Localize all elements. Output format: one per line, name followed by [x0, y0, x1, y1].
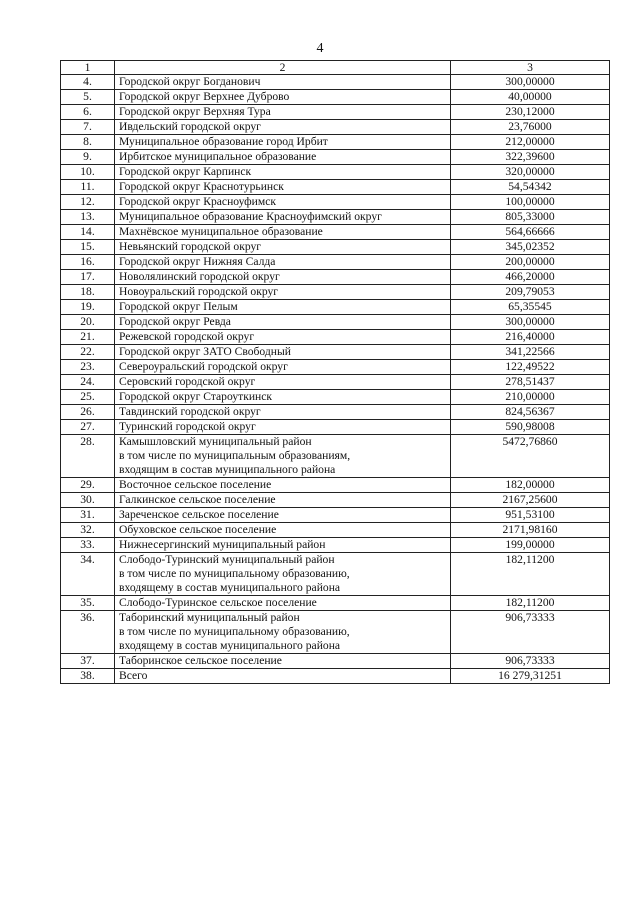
row-name-line: Режевской городской округ	[119, 330, 255, 343]
row-value-cell: 122,49522	[451, 360, 610, 375]
row-value-cell: 320,00000	[451, 165, 610, 180]
row-name-cell	[115, 195, 451, 210]
table-row	[61, 405, 610, 420]
table-row	[61, 270, 610, 285]
row-value-cell: 590,98008	[451, 420, 610, 435]
row-name-line: Слободо-Туринское сельское поселение	[119, 596, 317, 609]
row-number-cell: 23.	[61, 360, 115, 375]
row-name-line: Городской округ Карпинск	[119, 165, 252, 178]
row-number-cell: 35.	[61, 596, 115, 611]
row-value-cell: 65,35545	[451, 300, 610, 315]
row-name-line: Городской округ Староуткинск	[119, 390, 273, 403]
table-row	[61, 255, 610, 270]
row-number-cell: 31.	[61, 508, 115, 523]
row-number-cell: 25.	[61, 390, 115, 405]
row-value-cell: 212,00000	[451, 135, 610, 150]
row-name-cell	[115, 405, 451, 420]
row-value-cell: 182,11200	[451, 553, 610, 596]
row-number-cell: 16.	[61, 255, 115, 270]
row-name-cell	[115, 120, 451, 135]
row-number-cell: 6.	[61, 105, 115, 120]
row-value-cell: 824,56367	[451, 405, 610, 420]
row-number-cell: 34.	[61, 553, 115, 596]
table-row	[61, 180, 610, 195]
table-row	[61, 120, 610, 135]
row-name-cell	[115, 360, 451, 375]
row-number-cell: 7.	[61, 120, 115, 135]
row-name-cell	[115, 285, 451, 300]
table-row	[61, 165, 610, 180]
row-number-cell: 12.	[61, 195, 115, 210]
table-row	[61, 285, 610, 300]
table-row	[61, 523, 610, 538]
row-name-line: Городской округ Богданович	[119, 75, 261, 88]
row-name-line: Невьянский городской округ	[119, 240, 262, 253]
row-name-line: Новоуральский городской округ	[119, 285, 279, 298]
row-value-cell: 16 279,31251	[451, 669, 610, 684]
header-cell-name: 2	[115, 61, 451, 75]
row-number-cell: 13.	[61, 210, 115, 225]
row-value-cell: 906,73333	[451, 654, 610, 669]
row-name-cell	[115, 538, 451, 553]
row-name-line: Обуховское сельское поселение	[119, 523, 277, 536]
table-header-row	[61, 61, 610, 75]
table-row	[61, 538, 610, 553]
table-row	[61, 669, 610, 684]
row-value-cell: 230,12000	[451, 105, 610, 120]
row-name-cell	[115, 553, 451, 596]
row-name-cell	[115, 478, 451, 493]
row-name-line: Городской округ Ревда	[119, 315, 231, 328]
table-row	[61, 75, 610, 90]
row-name-line: Таборинский муниципальный район	[119, 611, 300, 624]
row-number-cell: 20.	[61, 315, 115, 330]
row-value-cell: 341,22566	[451, 345, 610, 360]
table-row	[61, 360, 610, 375]
row-name-cell	[115, 508, 451, 523]
row-name-cell	[115, 255, 451, 270]
row-number-cell: 29.	[61, 478, 115, 493]
row-number-cell: 32.	[61, 523, 115, 538]
row-name-cell	[115, 180, 451, 195]
row-name-line: входящему в состав муниципального района	[119, 639, 341, 652]
row-name-cell	[115, 345, 451, 360]
row-value-cell: 216,40000	[451, 330, 610, 345]
row-value-cell: 300,00000	[451, 315, 610, 330]
table-row	[61, 654, 610, 669]
row-name-line: входящим в состав муниципального района	[119, 463, 336, 476]
row-number-cell: 30.	[61, 493, 115, 508]
table-row	[61, 611, 610, 654]
row-name-cell	[115, 493, 451, 508]
table-row	[61, 90, 610, 105]
row-value-cell: 40,00000	[451, 90, 610, 105]
row-number-cell: 4.	[61, 75, 115, 90]
row-name-cell	[115, 611, 451, 654]
row-name-line: Зареченское сельское поселение	[119, 508, 279, 521]
row-name-cell	[115, 330, 451, 345]
row-name-line: Городской округ Краснотурьинск	[119, 180, 284, 193]
row-name-line: Тавдинский городской округ	[119, 405, 261, 418]
row-value-cell: 209,79053	[451, 285, 610, 300]
table-row	[61, 225, 610, 240]
row-number-cell: 21.	[61, 330, 115, 345]
row-name-line: Камышловский муниципальный район	[119, 435, 312, 448]
row-value-cell: 906,73333	[451, 611, 610, 654]
row-value-cell: 322,39600	[451, 150, 610, 165]
row-name-line: Туринский городской округ	[119, 420, 256, 433]
table-row	[61, 375, 610, 390]
row-value-cell: 182,11200	[451, 596, 610, 611]
row-name-line: входящему в состав муниципального района	[119, 581, 341, 594]
row-name-cell	[115, 435, 451, 478]
row-name-line: Таборинское сельское поселение	[119, 654, 282, 667]
row-value-cell: 345,02352	[451, 240, 610, 255]
row-name-line: Нижнесергинский муниципальный район	[119, 538, 326, 551]
row-name-line: Восточное сельское поселение	[119, 478, 272, 491]
row-value-cell: 200,00000	[451, 255, 610, 270]
row-name-line: Всего	[119, 669, 148, 682]
row-value-cell: 278,51437	[451, 375, 610, 390]
row-value-cell: 100,00000	[451, 195, 610, 210]
row-number-cell: 37.	[61, 654, 115, 669]
row-name-cell	[115, 315, 451, 330]
row-name-cell	[115, 420, 451, 435]
row-name-line: в том числе по муниципальному образованию,	[119, 567, 350, 580]
table-row	[61, 105, 610, 120]
row-name-cell	[115, 240, 451, 255]
row-name-line: Городской округ Нижняя Салда	[119, 255, 276, 268]
table-body	[61, 61, 610, 684]
row-name-cell	[115, 300, 451, 315]
table-row	[61, 300, 610, 315]
data-table	[60, 60, 610, 684]
row-name-line: Городской округ Верхняя Тура	[119, 105, 271, 118]
row-name-cell	[115, 523, 451, 538]
row-value-cell: 300,00000	[451, 75, 610, 90]
row-name-cell	[115, 210, 451, 225]
row-name-cell	[115, 375, 451, 390]
row-number-cell: 10.	[61, 165, 115, 180]
row-value-cell: 2171,98160	[451, 523, 610, 538]
row-name-cell	[115, 270, 451, 285]
row-name-line: Муниципальное образование Красноуфимский округ	[119, 210, 382, 223]
row-name-line: Ирбитское муниципальное образование	[119, 150, 317, 163]
table-row	[61, 315, 610, 330]
table-row	[61, 210, 610, 225]
row-number-cell: 11.	[61, 180, 115, 195]
row-number-cell: 27.	[61, 420, 115, 435]
table-row	[61, 493, 610, 508]
row-number-cell: 17.	[61, 270, 115, 285]
table-row	[61, 553, 610, 596]
table-row	[61, 596, 610, 611]
row-number-cell: 14.	[61, 225, 115, 240]
row-number-cell: 9.	[61, 150, 115, 165]
row-number-cell: 26.	[61, 405, 115, 420]
row-name-cell	[115, 669, 451, 684]
table-row	[61, 330, 610, 345]
table-row	[61, 240, 610, 255]
table-row	[61, 478, 610, 493]
row-number-cell: 19.	[61, 300, 115, 315]
table-row	[61, 508, 610, 523]
table-row	[61, 150, 610, 165]
table-row	[61, 195, 610, 210]
row-value-cell: 805,33000	[451, 210, 610, 225]
row-value-cell: 182,00000	[451, 478, 610, 493]
row-value-cell: 2167,25600	[451, 493, 610, 508]
row-value-cell: 54,54342	[451, 180, 610, 195]
row-name-cell	[115, 165, 451, 180]
row-name-line: Городской округ Пелым	[119, 300, 238, 313]
row-name-line: Махнёвское муниципальное образование	[119, 225, 323, 238]
row-name-cell	[115, 90, 451, 105]
table-row	[61, 345, 610, 360]
row-name-line: Ивдельский городской округ	[119, 120, 261, 133]
row-value-cell: 951,53100	[451, 508, 610, 523]
row-number-cell: 36.	[61, 611, 115, 654]
row-name-line: Слободо-Туринский муниципальный район	[119, 553, 335, 566]
row-name-line: Городской округ Красноуфимск	[119, 195, 276, 208]
table-row	[61, 135, 610, 150]
row-name-cell	[115, 150, 451, 165]
row-name-line: Муниципальное образование город Ирбит	[119, 135, 328, 148]
row-name-cell	[115, 225, 451, 240]
table-row	[61, 420, 610, 435]
row-name-line: Новолялинский городской округ	[119, 270, 280, 283]
row-number-cell: 38.	[61, 669, 115, 684]
row-number-cell: 8.	[61, 135, 115, 150]
table-row	[61, 435, 610, 478]
row-value-cell: 5472,76860	[451, 435, 610, 478]
row-name-cell	[115, 390, 451, 405]
row-value-cell: 23,76000	[451, 120, 610, 135]
row-name-line: в том числе по муниципальному образованию,	[119, 625, 350, 638]
table-row	[61, 390, 610, 405]
row-value-cell: 199,00000	[451, 538, 610, 553]
row-name-cell	[115, 135, 451, 150]
row-number-cell: 5.	[61, 90, 115, 105]
row-name-line: Североуральский городской округ	[119, 360, 288, 373]
row-value-cell: 564,66666	[451, 225, 610, 240]
row-name-cell	[115, 654, 451, 669]
row-number-cell: 22.	[61, 345, 115, 360]
header-cell-value: 3	[451, 61, 610, 75]
row-name-cell	[115, 75, 451, 90]
row-name-line: Городской округ Верхнее Дуброво	[119, 90, 290, 103]
row-number-cell: 18.	[61, 285, 115, 300]
row-name-line: в том числе по муниципальным образованиям,	[119, 449, 351, 462]
header-cell-number: 1	[61, 61, 115, 75]
row-number-cell: 28.	[61, 435, 115, 478]
row-name-cell	[115, 596, 451, 611]
row-value-cell: 210,00000	[451, 390, 610, 405]
row-number-cell: 24.	[61, 375, 115, 390]
row-name-line: Городской округ ЗАТО Свободный	[119, 345, 291, 358]
page-number: 4	[316, 41, 324, 56]
row-number-cell: 33.	[61, 538, 115, 553]
row-value-cell: 466,20000	[451, 270, 610, 285]
row-name-line: Серовский городской округ	[119, 375, 256, 388]
row-name-line: Галкинское сельское поселение	[119, 493, 276, 506]
row-name-cell	[115, 105, 451, 120]
row-number-cell: 15.	[61, 240, 115, 255]
